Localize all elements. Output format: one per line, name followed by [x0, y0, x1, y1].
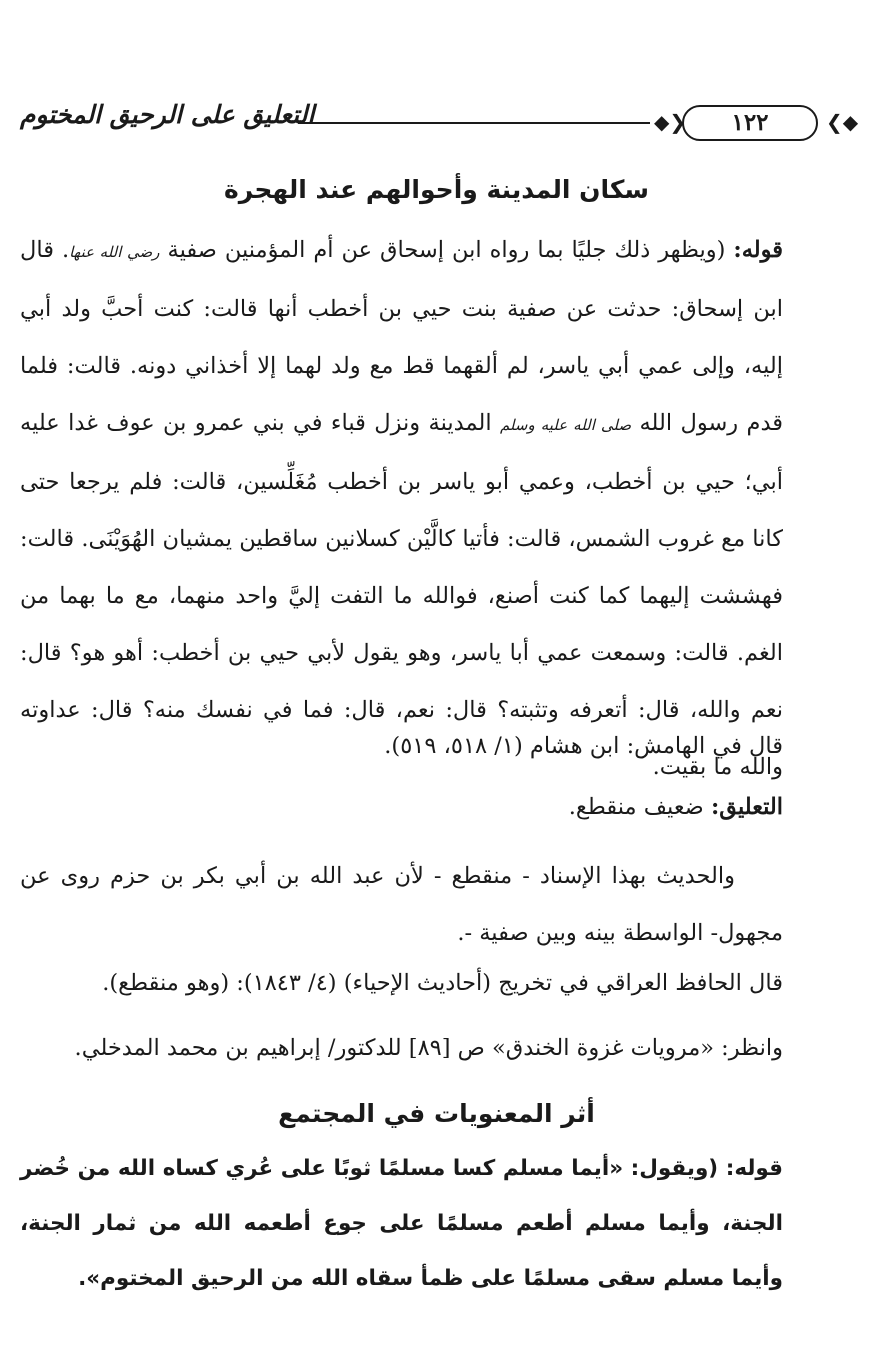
honorific-radiya: رضي الله عنها [69, 243, 160, 261]
footnote-reference: قال في الهامش: ابن هشام (١/ ٥١٨، ٥١٩). [384, 733, 783, 759]
quote-text-part3: المدينة ونزل قباء في بني عمرو بن عوف غدا عليه أبي؛ حيي بن أخطب، وعمي أبو ياسر بن أخطب مُغَلِّسين، قالت: فلم يرجعا حتى كانا مع غروب الشمس، قالت: فأتيا كالَّيْن كسلانين ساقطين يمشيان الهُوَيْنَى. قالت: فهششت إليهما كما كنت أصنع، فوالله ما التفت إليَّ واحد منهما، مع ما بهما من الغم. قالت: وسمعت عمي أبا ياسر، وهو يقول لأبي حيي بن أخطب: أهو هو؟ قال: نعم والله، قال: أتعرفه وتثبته؟ قال: نعم، قال: فما في نفسك منه؟ قال: عداوته والله ما بقيت. [20, 410, 783, 780]
see-also-reference: وانظر: «مرويات غزوة الخندق» ص [٨٩] للدكتور/ إبراهيم بن محمد المدخلي. [74, 1035, 783, 1061]
qawluh-label: قوله: [733, 237, 784, 263]
comment-text: ضعيف منقطع. [568, 794, 704, 820]
qawluh-label-2: قوله: [725, 1156, 783, 1181]
section-heading-medina: سكان المدينة وأحوالهم عند الهجرة [224, 175, 649, 204]
hadith-quote-text: (ويقول: «أيما مسلم كسا مسلمًا ثوبًا على عُري كساه الله من خُضر الجنة، وأيما مسلم أطعم مسلمًا على جوع أطعمه الله من ثمار الجنة، وأيما مسلم سقى مسلمًا على ظمأ سقاه الله من الرحيق المختوم». [20, 1156, 783, 1291]
hadith-chain-paragraph: والحديث بهذا الإسناد - منقطع - لأن عبد الله بن أبي بكر بن حزم روى عن مجهول- الواسطة بينه وبين صفية -. [20, 863, 783, 946]
honorific-salla: صلى الله عليه وسلم [499, 416, 632, 434]
quote-text-part1: (ويظهر ذلك جليًا بما رواه ابن إسحاق عن أم المؤمنين صفية [167, 237, 726, 263]
page-number: ١٢٢ [682, 105, 818, 141]
ornament-left-icon: ◆❯ [654, 110, 687, 134]
ornament-right-icon: ❮◆ [826, 110, 859, 134]
book-title: التعليق على الرحيق المختوم [20, 100, 315, 129]
comment-line [20, 779, 831, 836]
comment-label: التعليق: [710, 794, 783, 820]
running-header [20, 96, 858, 156]
iraqi-citation: قال الحافظ العراقي في تخريج (أحاديث الإحياء) (٤/ ١٨٤٣): (وهو منقطع). [102, 970, 783, 996]
quote-text-part2: . قال ابن إسحاق: حدثت عن صفية بنت حيي بن أخطب أنها قالت: كنت أحبَّ ولد أبي إليه، وإلى عمي أبي ياسر، لم ألقهما قط مع ولد لهما إلا أخذاني دونه. قالت: فلما قدم رسول الله [20, 237, 784, 436]
quote-paragraph [20, 222, 783, 796]
hadith-quote-paragraph [20, 1141, 783, 1306]
header-rule [298, 122, 650, 124]
section-heading-morale: أثر المعنويات في المجتمع [278, 1099, 595, 1128]
